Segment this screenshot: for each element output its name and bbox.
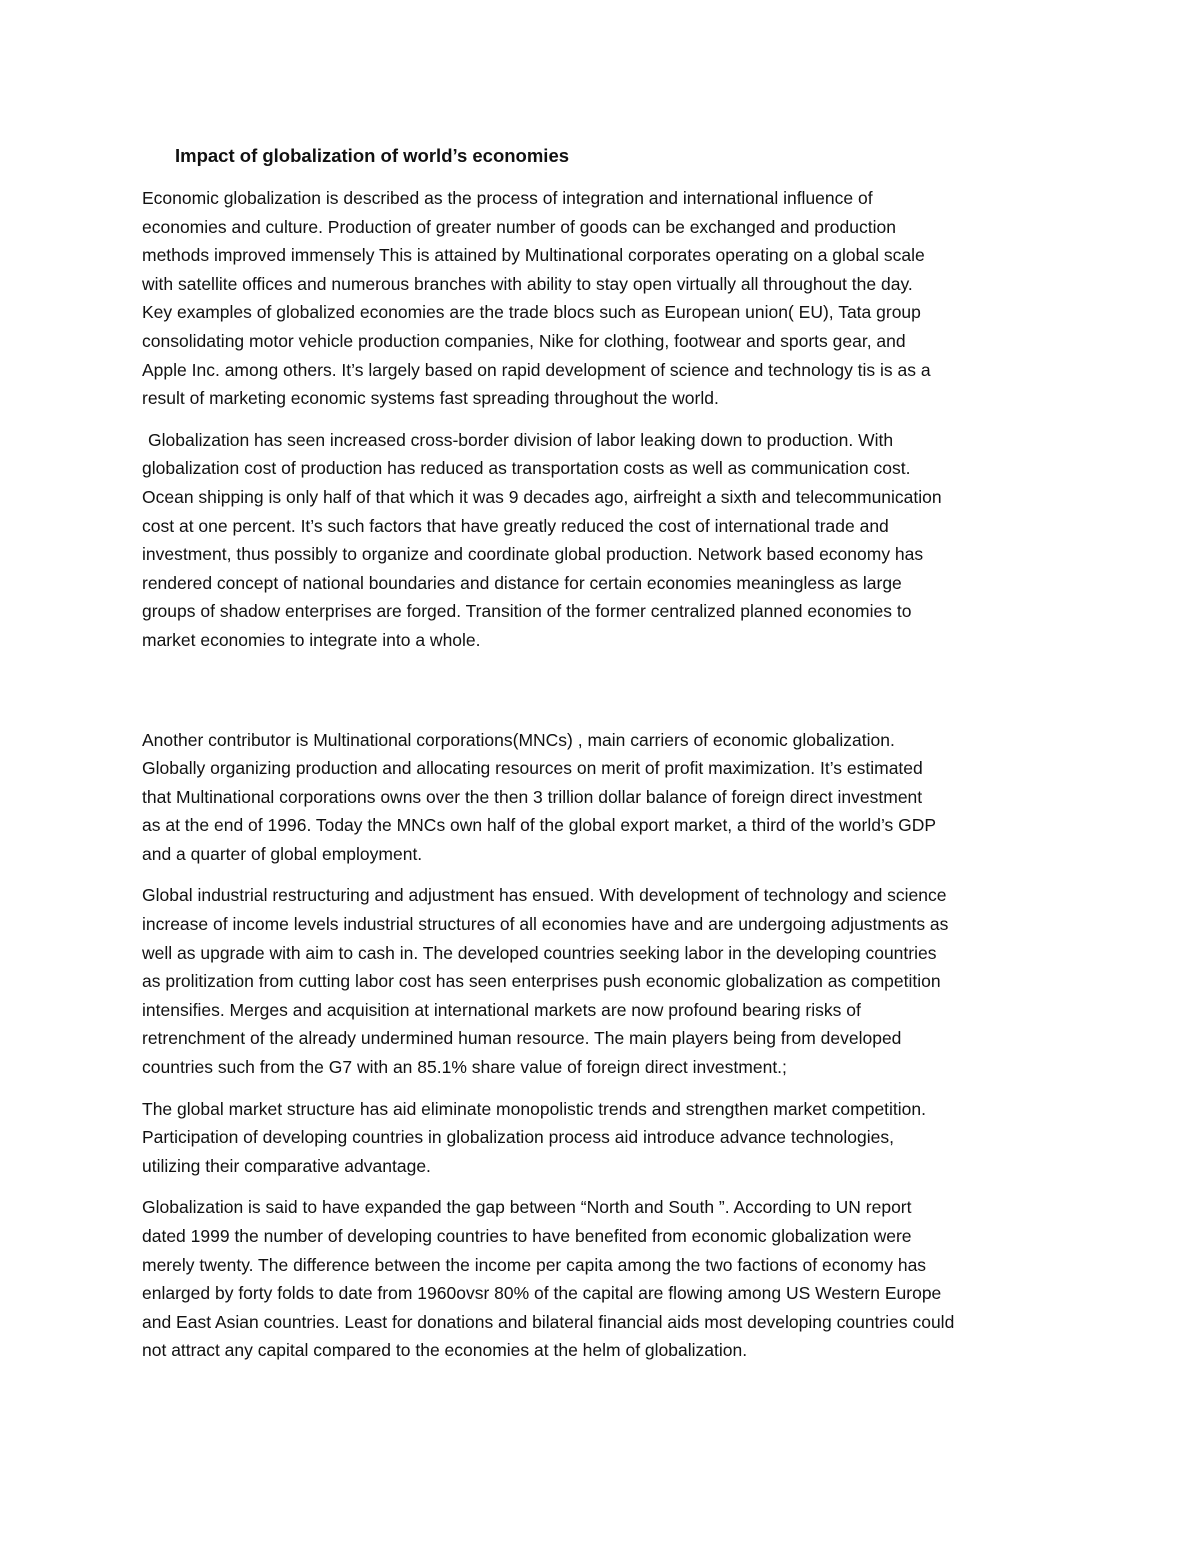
text-line: with satellite offices and numerous branches with ability to stay open virtually all throughout the day. [142, 273, 913, 294]
text-line: enlarged by forty folds to date from 1960ovsr 80% of the capital are flowing among US Western Europe [142, 1283, 942, 1304]
text-line: not attract any capital compared to the economies at the helm of globalization. [142, 1340, 748, 1361]
text-line: intensifies. Merges and acquisition at international markets are now profound bearing risks of [142, 999, 861, 1020]
text-line: methods improved immensely This is attained by Multinational corporates operating on a global scale [142, 245, 925, 266]
paragraph [142, 726, 1062, 869]
text-line: retrenchment of the already undermined human resource. The main players being from developed [142, 1028, 902, 1049]
text-line: merely twenty. The difference between the income per capita among the two factions of economy has [142, 1254, 927, 1275]
text-line: globalization cost of production has reduced as transportation costs as well as communication cost. [142, 458, 911, 479]
text-line: utilizing their comparative advantage. [142, 1155, 431, 1176]
paragraph [142, 426, 1062, 655]
text-line: Participation of developing countries in globalization process aid introduce advance technologies, [142, 1127, 895, 1148]
document-page [142, 138, 1062, 1378]
text-line: market economies to integrate into a whole. [142, 629, 481, 650]
text-line: countries such from the G7 with an 85.1% share value of foreign direct investment.; [142, 1057, 787, 1078]
text-line: groups of shadow enterprises are forged. Transition of the former centralized planned economies to [142, 601, 912, 622]
text-line: Ocean shipping is only half of that which it was 9 decades ago, airfreight a sixth and telecommunication [142, 486, 942, 507]
text-line: rendered concept of national boundaries and distance for certain economies meaningless as large [142, 572, 902, 593]
text-line: dated 1999 the number of developing countries to have benefited from economic globalization were [142, 1226, 912, 1246]
text-line: as at the end of 1996. Today the MNCs own half of the global export market, a third of the world’s GDP [142, 815, 937, 836]
paragraph [142, 184, 1062, 413]
document-title: Impact of globalization of world’s economies [175, 145, 570, 166]
text-line: increase of income levels industrial structures of all economies have and are undergoing adjustments as [142, 914, 949, 935]
text-line: result of marketing economic systems fast spreading throughout the world. [142, 388, 719, 409]
text-line: investment, thus possibly to organize and coordinate global production. Network based economy has [142, 544, 924, 565]
text-line: Globalization is said to have expanded the gap between “North and South ”. According to UN report [142, 1197, 912, 1218]
paragraph [142, 1193, 1062, 1365]
text-line: Key examples of globalized economies are the trade blocs such as European union( EU), Tata group [142, 302, 921, 323]
text-line: and a quarter of global employment. [142, 843, 423, 864]
paragraph [142, 1095, 1062, 1181]
paragraph [142, 881, 1062, 1081]
text-line: economies and culture. Production of greater number of goods can be exchanged and production [142, 216, 896, 237]
text-line: The global market structure has aid eliminate monopolistic trends and strengthen market competition. [142, 1098, 927, 1119]
text-line: Economic globalization is described as the process of integration and international influence of [142, 188, 873, 208]
text-line: that Multinational corporations owns over the then 3 trillion dollar balance of foreign direct investment [142, 786, 923, 807]
text-line: cost at one percent. It’s such factors that have greatly reduced the cost of international trade and [142, 515, 889, 536]
text-line: Globally organizing production and allocating resources on merit of profit maximization. It’s estimated [142, 758, 923, 779]
text-line: and East Asian countries. Least for donations and bilateral financial aids most developing countries could [142, 1311, 955, 1332]
text-line: as prolitization from cutting labor cost has seen enterprises push economic globalization as competition [142, 971, 941, 992]
text-line: Globalization has seen increased cross-border division of labor leaking down to production. With [148, 429, 894, 450]
text-line: well as upgrade with aim to cash in. The developed countries seeking labor in the developing countries [142, 942, 937, 963]
text-line: Global industrial restructuring and adjustment has ensued. With development of technology and science [142, 885, 947, 906]
text-line: Apple Inc. among others. It’s largely based on rapid development of science and technology tis is as a [142, 359, 931, 380]
text-line: consolidating motor vehicle production companies, Nike for clothing, footwear and sports gear, and [142, 330, 906, 351]
text-line: Another contributor is Multinational corporations(MNCs) , main carriers of economic globalization. [142, 729, 895, 750]
